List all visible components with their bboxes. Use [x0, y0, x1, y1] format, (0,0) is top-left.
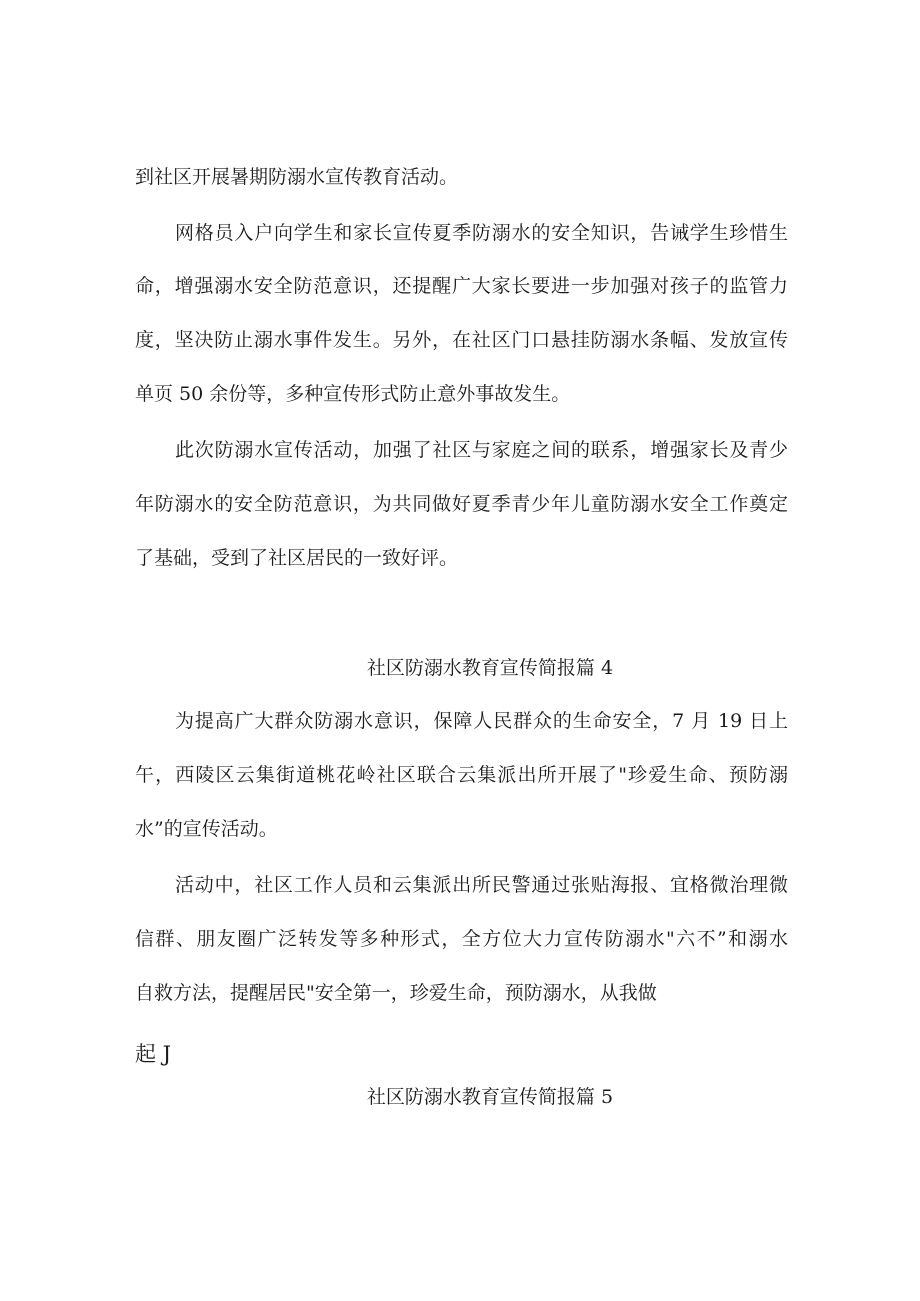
- paragraph-line: 命，增强溺水安全防范意识，还提醒广大家长要进一步加强对孩子的监管力: [135, 275, 788, 297]
- paragraph-line: 年防溺水的安全防范意识，为共同做好夏季青少年儿童防溺水安全工作奠定: [135, 493, 788, 515]
- paragraph-line: 水”的宣传活动。: [135, 818, 278, 840]
- paragraph-line: 活动中，社区工作人员和云集派出所民警通过张贴海报、宜格微治理微: [175, 874, 788, 896]
- paragraph-line: 单页 50 余份等，多种宣传形式防止意外事故发生。: [135, 383, 571, 405]
- paragraph-line: 起 J: [135, 1042, 172, 1066]
- paragraph-line: 午，西陵区云集街道桃花岭社区联合云集派出所开展了"珍爱生命、预防溺: [135, 764, 788, 786]
- section-heading: 社区防溺水教育宣传简报篇 5: [366, 1086, 614, 1108]
- section-heading: 社区防溺水教育宣传简报篇 4: [366, 657, 614, 679]
- paragraph-line: 此次防溺水宣传活动，加强了社区与家庭之间的联系，增强家长及青少: [175, 439, 788, 461]
- paragraph-line: 网格员入户向学生和家长宣传夏季防溺水的安全知识，告诫学生珍惜生: [175, 222, 788, 244]
- paragraph-line: 信群、朋友圈广泛转发等多种形式，全方位大力宣传防溺水"六不”和溺水: [135, 928, 788, 950]
- paragraph-line: 为提高广大群众防溺水意识，保障人民群众的生命安全，7 月 19 日上: [175, 710, 788, 732]
- paragraph-line: 到社区开展暑期防溺水宣传教育活动。: [135, 166, 459, 188]
- paragraph-line: 了基础，受到了社区居民的一致好评。: [135, 547, 459, 569]
- paragraph-line: 度，坚决防止溺水事件发生。另外，在社区门口悬挂防溺水条幅、发放宣传: [135, 329, 788, 351]
- paragraph-line: 自救方法，提醒居民"安全第一，珍爱生命，预防溺水，从我做: [135, 982, 657, 1004]
